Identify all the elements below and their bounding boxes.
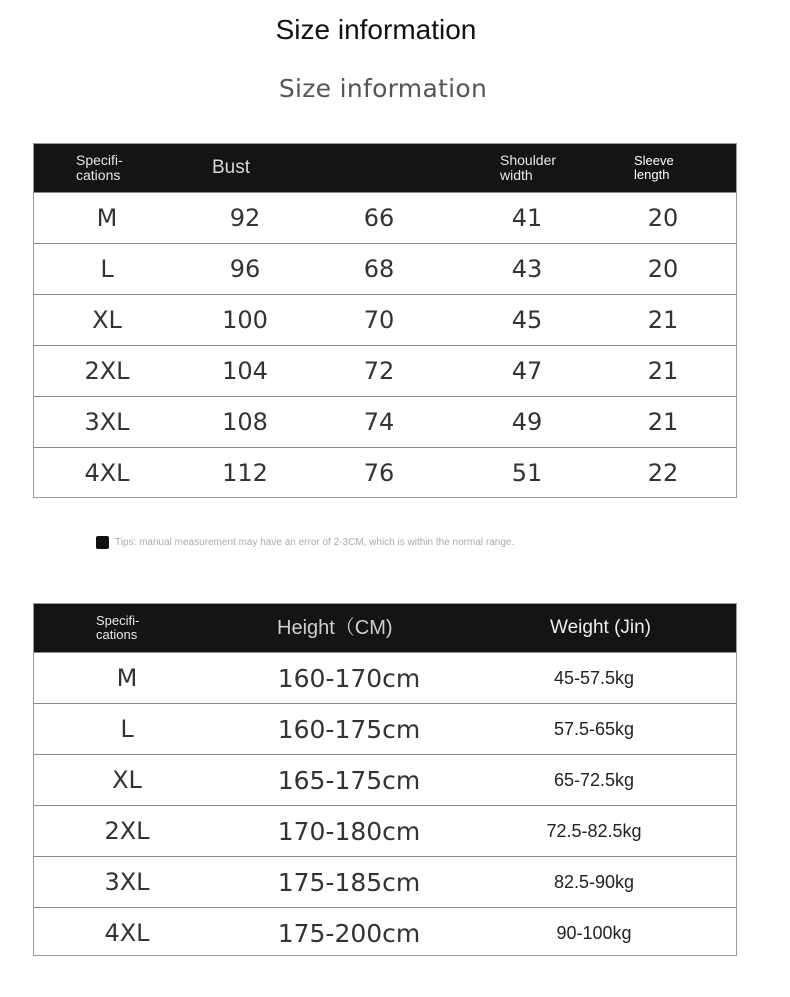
cell-size: M <box>96 204 118 232</box>
cell-size: 3XL <box>84 408 130 436</box>
cell-size: 4XL <box>104 919 150 947</box>
cell-size: 3XL <box>104 868 150 896</box>
tip-text: Tips: manual measurement may have an error of 2-3CM, which is within the normal range. <box>115 537 515 548</box>
header-specifications: Specifi- cations <box>96 613 140 642</box>
cell-length: 70 <box>363 306 395 334</box>
cell-size: 2XL <box>104 817 150 845</box>
table-row <box>34 907 736 958</box>
page-title: Size information <box>275 14 477 45</box>
cell-size: XL <box>92 306 122 334</box>
cell-size: M <box>116 664 138 692</box>
cell-shoulder: 43 <box>511 255 543 283</box>
cell-height: 175-200cm <box>277 918 421 948</box>
table-row <box>34 243 736 294</box>
cell-height: 170-180cm <box>277 816 421 846</box>
cell-height: 165-175cm <box>277 765 421 795</box>
header-height: Height（CM) <box>277 616 393 639</box>
table-header <box>34 144 736 192</box>
table-row <box>34 345 736 396</box>
cell-shoulder: 45 <box>511 306 543 334</box>
header-length <box>364 144 444 192</box>
cell-length: 74 <box>363 408 395 436</box>
cell-bust: 96 <box>229 255 261 283</box>
header-bust: Bust <box>212 157 251 179</box>
header-shoulder-width: Shoulder width <box>500 152 557 183</box>
table-row <box>34 192 736 243</box>
cell-bust: 112 <box>222 459 268 487</box>
table-row <box>34 703 736 754</box>
cell-height: 160-175cm <box>277 714 421 744</box>
cell-bust: 100 <box>222 306 268 334</box>
cell-height: 175-185cm <box>277 867 421 897</box>
table-row <box>34 754 736 805</box>
cell-size: 4XL <box>84 459 130 487</box>
header-specifications: Specifi- cations <box>76 152 123 183</box>
cell-length: 72 <box>363 357 395 385</box>
cell-size: L <box>100 255 114 283</box>
header-weight: Weight (Jin) <box>550 617 652 639</box>
header-sleeve-length: Sleeve length <box>634 153 674 182</box>
table-row <box>34 805 736 856</box>
cell-bust: 92 <box>229 204 261 232</box>
fit-recommendation-table <box>33 603 737 956</box>
table-row <box>34 396 736 447</box>
cell-sleeve: 20 <box>647 255 679 283</box>
cell-sleeve: 21 <box>647 306 679 334</box>
cell-sleeve: 20 <box>647 204 679 232</box>
cell-sleeve: 22 <box>647 459 679 487</box>
cell-weight: 72.5-82.5kg <box>546 820 642 841</box>
cell-height: 160-170cm <box>277 663 421 693</box>
cell-sleeve: 21 <box>647 408 679 436</box>
cell-weight: 45-57.5kg <box>553 667 635 688</box>
table-row <box>34 294 736 345</box>
cell-weight: 65-72.5kg <box>553 769 635 790</box>
cell-shoulder: 49 <box>511 408 543 436</box>
cell-shoulder: 47 <box>511 357 543 385</box>
cell-shoulder: 41 <box>511 204 543 232</box>
cell-sleeve: 21 <box>647 357 679 385</box>
cell-shoulder: 51 <box>511 459 543 487</box>
cell-weight: 90-100kg <box>556 922 632 943</box>
tip-bullet-icon <box>96 536 109 549</box>
cell-length: 68 <box>363 255 395 283</box>
table-row <box>34 856 736 907</box>
cell-size: XL <box>112 766 142 794</box>
cell-length: 66 <box>363 204 395 232</box>
cell-bust: 108 <box>222 408 268 436</box>
table-header <box>34 604 736 652</box>
table-row <box>34 652 736 703</box>
cell-length: 76 <box>363 459 395 487</box>
cell-size: L <box>120 715 134 743</box>
size-measurement-table <box>33 143 737 498</box>
cell-weight: 82.5-90kg <box>553 871 635 892</box>
cell-bust: 104 <box>222 357 268 385</box>
cell-size: 2XL <box>84 357 130 385</box>
cell-weight: 57.5-65kg <box>553 718 635 739</box>
measurement-tip <box>96 536 514 549</box>
table-row <box>34 447 736 498</box>
page-subtitle: Size information <box>278 74 488 103</box>
